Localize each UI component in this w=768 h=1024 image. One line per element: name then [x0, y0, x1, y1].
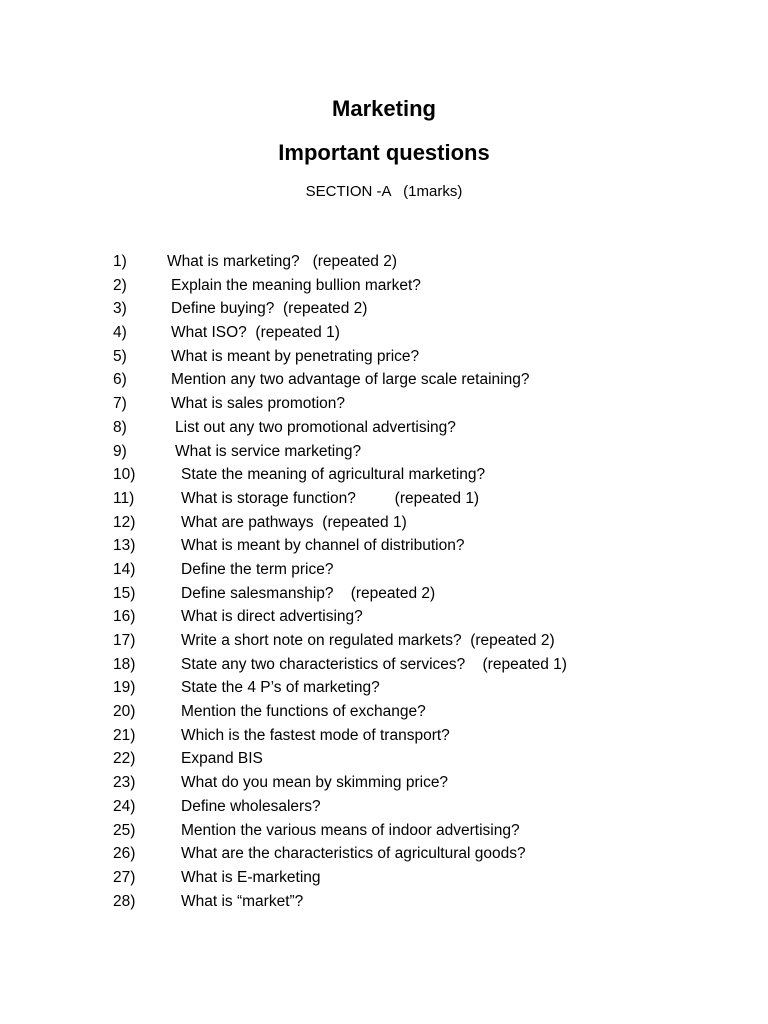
- list-item: [0, 392, 768, 416]
- question-number: 6): [113, 371, 127, 389]
- question-text: Mention the various means of indoor advertising?: [181, 821, 520, 839]
- question-text: Define the term price?: [181, 560, 334, 578]
- question-text: What is direct advertising?: [181, 608, 363, 626]
- list-item: [0, 416, 768, 440]
- question-number: 27): [113, 868, 136, 886]
- question-text: Explain the meaning bullion market?: [171, 276, 421, 294]
- list-item: [0, 321, 768, 345]
- question-number: 23): [113, 774, 136, 792]
- question-number: 1): [113, 253, 127, 270]
- question-text: What is meant by channel of distribution?: [181, 537, 465, 555]
- list-item: [0, 250, 768, 274]
- question-number: 22): [113, 750, 136, 768]
- list-item: [0, 582, 768, 606]
- question-text: Define salesmanship? (repeated 2): [181, 584, 436, 602]
- question-number: 7): [113, 395, 127, 413]
- question-number: 4): [113, 324, 127, 342]
- question-number: 10): [113, 466, 136, 484]
- list-item: [0, 653, 768, 677]
- question-number: 21): [113, 726, 136, 744]
- page-subtitle: Important questions: [278, 140, 490, 165]
- question-text: What is “market”?: [181, 892, 304, 910]
- question-number: 26): [113, 845, 136, 863]
- list-item: [0, 724, 768, 748]
- question-number: 24): [113, 797, 136, 815]
- list-item: [0, 866, 768, 890]
- list-item: [0, 819, 768, 843]
- question-number: 12): [113, 513, 136, 531]
- list-item: [0, 487, 768, 511]
- question-number: 20): [113, 703, 136, 721]
- question-text: What is service marketing?: [175, 442, 362, 460]
- question-text: Mention the functions of exchange?: [181, 703, 426, 721]
- question-list: [0, 250, 768, 913]
- list-item: [0, 368, 768, 392]
- list-item: [0, 534, 768, 558]
- section-heading: SECTION -A (1marks): [305, 183, 463, 200]
- question-text: State the meaning of agricultural marketing?: [181, 466, 486, 484]
- list-item: [0, 511, 768, 535]
- question-text: State any two characteristics of services? (repeated 1): [181, 655, 567, 673]
- question-text: State the 4 P’s of marketing?: [181, 679, 380, 697]
- question-text: What are the characteristics of agricultural goods?: [181, 845, 526, 863]
- list-item: [0, 747, 768, 771]
- list-item: [0, 795, 768, 819]
- question-number: 15): [113, 584, 136, 602]
- question-number: 18): [113, 655, 136, 673]
- question-number: 3): [113, 300, 127, 318]
- question-text: What is meant by penetrating price?: [171, 347, 420, 365]
- question-text: What is sales promotion?: [171, 395, 346, 413]
- question-number: 13): [113, 537, 136, 555]
- question-text: What ISO? (repeated 1): [171, 324, 340, 342]
- list-item: [0, 345, 768, 369]
- question-number: 8): [113, 418, 127, 436]
- question-text: What is E-marketing: [181, 868, 321, 886]
- question-number: 16): [113, 608, 136, 626]
- list-item: [0, 771, 768, 795]
- question-number: 5): [113, 347, 127, 365]
- question-number: 11): [113, 489, 135, 507]
- list-item: [0, 605, 768, 629]
- question-text: Mention any two advantage of large scale retaining?: [171, 371, 530, 389]
- question-number: 9): [113, 442, 127, 460]
- list-item: [0, 558, 768, 582]
- question-number: 2): [113, 276, 127, 294]
- list-item: [0, 842, 768, 866]
- question-text: What is marketing? (repeated 2): [167, 253, 398, 270]
- question-text: What is storage function? (repeated 1): [181, 489, 480, 507]
- question-number: 28): [113, 892, 136, 910]
- question-text: Expand BIS: [181, 750, 263, 768]
- list-item: [0, 890, 768, 914]
- question-number: 17): [113, 632, 136, 649]
- question-text: Define wholesalers?: [181, 797, 321, 815]
- page-title: Marketing: [332, 96, 436, 121]
- question-number: 25): [113, 821, 136, 839]
- list-item: [0, 274, 768, 298]
- question-number: 14): [113, 560, 136, 578]
- question-text: Define buying? (repeated 2): [171, 300, 368, 318]
- question-text: List out any two promotional advertising?: [175, 418, 456, 436]
- list-item: [0, 629, 768, 653]
- question-text: What are pathways (repeated 1): [181, 513, 407, 531]
- list-item: [0, 440, 768, 464]
- question-text: Write a short note on regulated markets? (repeated 2): [181, 632, 555, 649]
- question-number: 19): [113, 679, 136, 697]
- list-item: [0, 700, 768, 724]
- question-text: Which is the fastest mode of transport?: [181, 726, 450, 744]
- question-text: What do you mean by skimming price?: [181, 774, 449, 792]
- list-item: [0, 463, 768, 487]
- list-item: [0, 676, 768, 700]
- list-item: [0, 297, 768, 321]
